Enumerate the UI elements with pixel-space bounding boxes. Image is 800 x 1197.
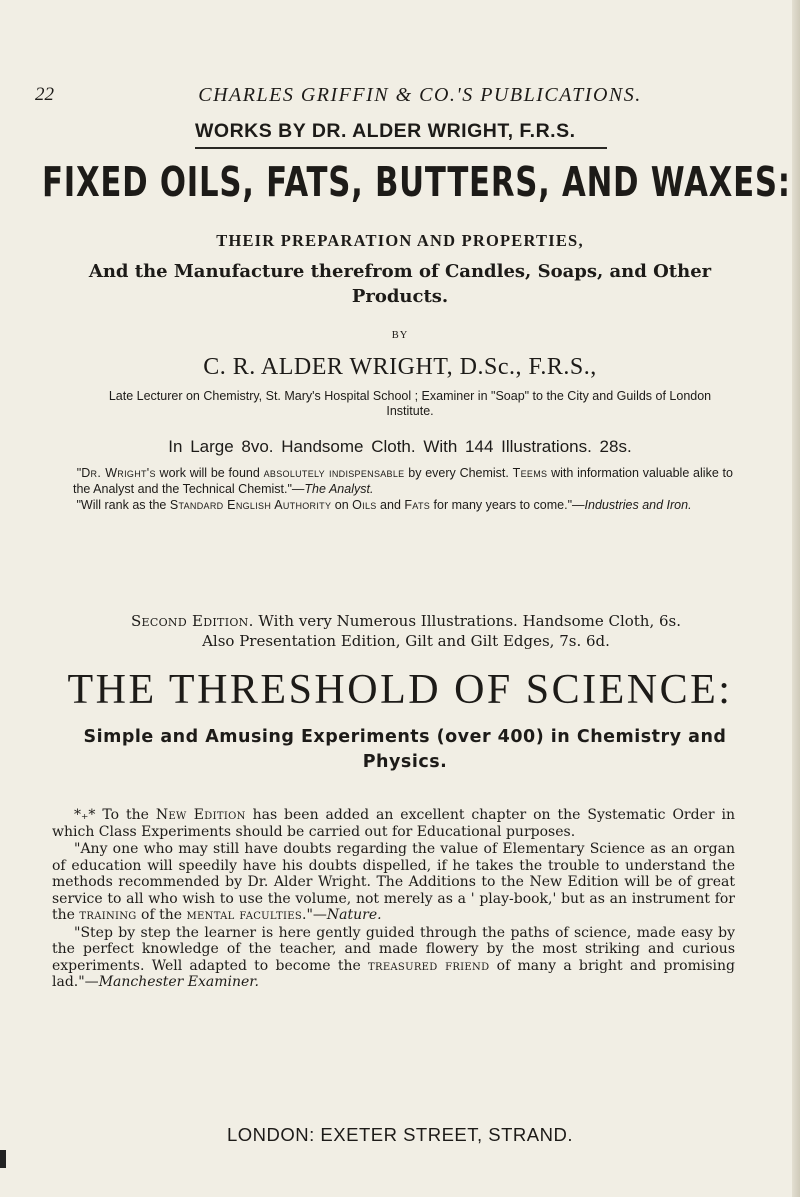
author-description: Late Lecturer on Chemistry, St. Mary's Hospital School ; Examiner in "Soap" to the City and Guilds of London Institute. bbox=[108, 389, 712, 418]
page-header bbox=[35, 84, 775, 110]
by-label: BY bbox=[391, 330, 409, 341]
book2-title: THE THRESHOLD OF SCIENCE: bbox=[67, 667, 733, 713]
review-industries: "Will rank as the Standard English Authority on Oils and Fats for many years to come."—Industries and Iron. bbox=[76, 498, 692, 512]
works-heading: WORKS BY DR. ALDER WRIGHT, F.R.S. bbox=[195, 120, 576, 142]
book1-edition: In Large 8vo. Handsome Cloth. With 144 Illustrations. 28s. bbox=[168, 437, 632, 456]
book2-notes bbox=[52, 807, 735, 992]
author-name: C. R. ALDER WRIGHT, D.Sc., F.R.S., bbox=[203, 354, 597, 380]
heading-underline bbox=[195, 147, 607, 149]
page-edge bbox=[792, 0, 800, 1197]
running-title: CHARLES GRIFFIN & CO.'S PUBLICATIONS. bbox=[198, 84, 642, 106]
new-edition-note: *₊* To the New Edition has been added an excellent chapter on the Systematic Order in which Class Experiments should be carried out for Educational purposes. bbox=[52, 807, 735, 840]
book1-subtitle: THEIR PREPARATION AND PROPERTIES, bbox=[216, 231, 584, 250]
book1-subtitle2: And the Manufacture therefrom of Candles, Soaps, and Other Products. bbox=[88, 261, 712, 307]
page-number: 22 bbox=[35, 84, 54, 105]
book1-reviews bbox=[73, 465, 733, 513]
book1-title: FIXED OILS, FATS, BUTTERS, AND WAXES: bbox=[42, 158, 791, 206]
book2-subtitle: Simple and Amusing Experiments (over 400) in Chemistry and Physics. bbox=[83, 727, 727, 772]
review-manchester: "Step by step the learner is here gently guided through the paths of science, made easy by the perfect knowledge of the teacher, and made flowery by the most striking and curious experiments. Well adapted to become the treasured friend of many a bright and promising lad."—Manchester Examiner. bbox=[52, 924, 735, 990]
review-nature: "Any one who may still have doubts regarding the value of Elementary Science as an organ of education will speedily have his doubts dispelled, if he takes the trouble to understand the methods recommended by Dr. Alder Wright. The Additions to the New Edition will be of great service to all who wish to use the volume, not merely as a ' play-book,' but as an instrument for the training of the mental faculties."—Nature. bbox=[52, 841, 735, 923]
publisher-address: LONDON: EXETER STREET, STRAND. bbox=[227, 1124, 573, 1145]
ink-mark bbox=[0, 1150, 6, 1168]
review-analyst: "Dr. Wright's work will be found absolutely indispensable by every Chemist. Teems with information valuable alike to the Analyst and the Technical Chemist."—The Analyst. bbox=[73, 466, 733, 496]
book2-edition: Second Edition. With very Numerous Illustrations. Handsome Cloth, 6s. Also Presentation Edition, Gilt and Gilt Edges, 7s. 6d. bbox=[130, 612, 682, 650]
